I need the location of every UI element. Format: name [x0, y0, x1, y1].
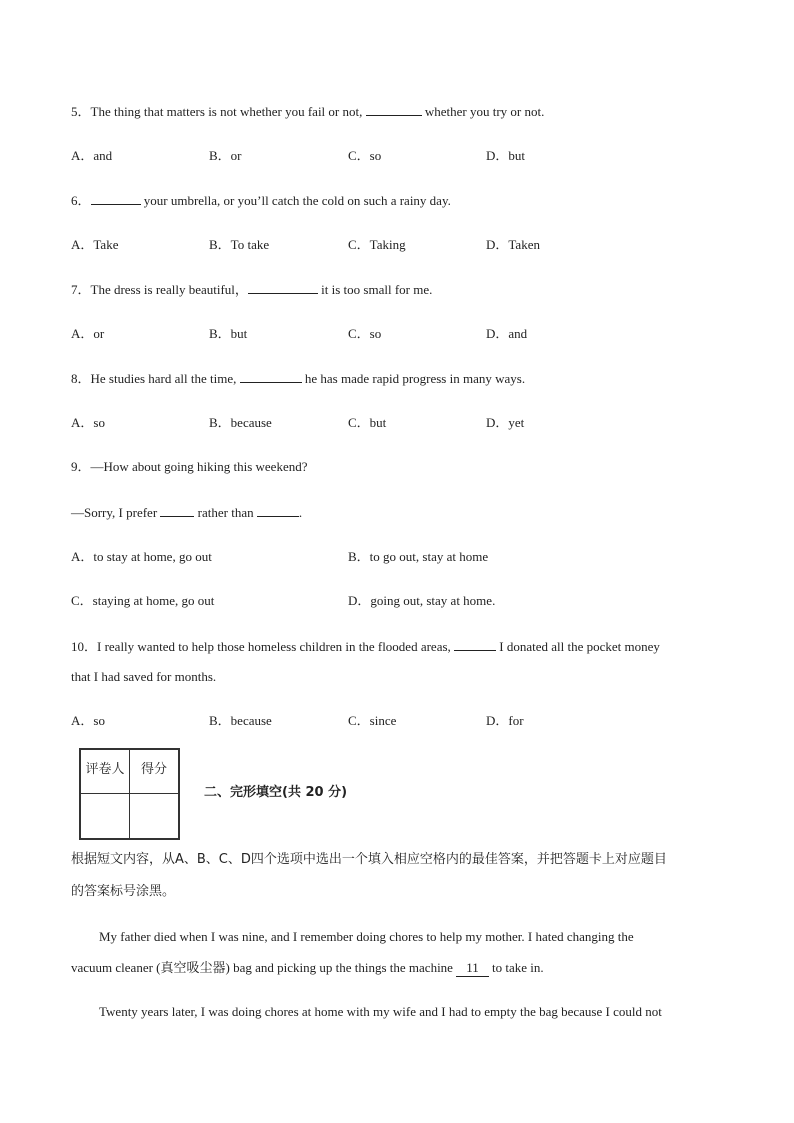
- q5-option-b: B．or: [209, 148, 242, 163]
- grader-header: 评卷人: [80, 749, 130, 793]
- q9-line2-mid: rather than: [194, 505, 257, 520]
- question-5-stem: [71, 103, 544, 120]
- q7-stem-pre: 7．The dress is really beautiful，: [71, 282, 248, 297]
- question-6-stem: [71, 192, 451, 209]
- q9-line2-post: .: [298, 505, 303, 520]
- blank-11: 11: [456, 960, 489, 977]
- q6-option-b: B．To take: [209, 237, 270, 252]
- score-cell[interactable]: [130, 793, 180, 839]
- passage-p2-line1: Twenty years later, I was doing chores at home with my wife and I had to empty the bag because I could not: [99, 1004, 662, 1019]
- question-10-line1: [71, 638, 660, 655]
- q10-option-b: B．because: [209, 713, 272, 728]
- q5-option-a: A．and: [71, 148, 113, 163]
- q7-option-b: B．but: [209, 326, 248, 341]
- q5-option-c: C．so: [348, 148, 382, 163]
- question-7-stem: [71, 281, 432, 298]
- q8-stem-post: he has made rapid progress in many ways.: [301, 371, 526, 386]
- q10-option-c: C．since: [348, 713, 397, 728]
- q5-stem-post: whether you try or not.: [421, 104, 545, 119]
- q7-option-a: A．or: [71, 326, 105, 341]
- q7-blank: [248, 281, 318, 294]
- passage-p1-line2-post: to take in.: [488, 960, 544, 975]
- q5-stem-pre: 5．The thing that matters is not whether you fail or not,: [71, 104, 366, 119]
- q7-option-c: C．so: [348, 326, 382, 341]
- q7-option-d: D．and: [486, 326, 528, 341]
- q9-line2-pre: —Sorry, I prefer: [71, 505, 161, 520]
- q9-blank-2: [257, 504, 299, 517]
- q9-option-c: C．staying at home, go out: [71, 593, 215, 608]
- grader-cell[interactable]: [80, 793, 130, 839]
- grading-table: [79, 748, 180, 840]
- q9-option-b: B．to go out, stay at home: [348, 549, 489, 564]
- q8-option-d: D．yet: [486, 415, 525, 430]
- q8-option-c: C．but: [348, 415, 387, 430]
- section-instruction-line1: 根据短文内容，从A、B、C、D四个选项中选出一个填入相应空格内的最佳答案，并把答题卡上对应题目: [71, 852, 667, 867]
- question-9-line1: 9．—How about going hiking this weekend?: [71, 459, 308, 474]
- q6-option-d: D．Taken: [486, 237, 540, 252]
- q9-option-d: D．going out, stay at home.: [348, 593, 496, 608]
- passage-p1-line2: [71, 960, 544, 977]
- passage-p1-line1: My father died when I was nine, and I remember doing chores to help my mother. I hated changing the: [99, 929, 634, 944]
- q7-stem-post: it is too small for me.: [317, 282, 433, 297]
- question-8-stem: [71, 370, 525, 387]
- q6-stem-post: your umbrella, or you’ll catch the cold on such a rainy day.: [140, 193, 451, 208]
- q10-line1-post: I donated all the pocket money: [496, 639, 660, 654]
- q6-option-c: C．Taking: [348, 237, 406, 252]
- q10-line1-pre: 10．I really wanted to help those homeless children in the flooded areas,: [71, 639, 455, 654]
- q8-option-a: A．so: [71, 415, 105, 430]
- q5-blank: [366, 103, 422, 116]
- q6-stem-pre: 6．: [71, 193, 91, 208]
- score-header: 得分: [130, 749, 180, 793]
- q8-option-b: B．because: [209, 415, 272, 430]
- q10-option-d: D．for: [486, 713, 524, 728]
- q8-blank: [240, 370, 302, 383]
- question-10-line2: that I had saved for months.: [71, 669, 217, 684]
- q6-blank: [91, 192, 141, 205]
- q10-option-a: A．so: [71, 713, 105, 728]
- question-9-line2: [71, 504, 302, 521]
- q10-blank: [454, 638, 496, 651]
- q6-option-a: A．Take: [71, 237, 119, 252]
- q9-blank-1: [160, 504, 194, 517]
- section-title: 二、完形填空(共 20 分): [204, 785, 348, 800]
- q5-option-d: D．but: [486, 148, 526, 163]
- section-instruction-line2: 的答案标号涂黑。: [71, 884, 176, 899]
- q8-stem-pre: 8．He studies hard all the time,: [71, 371, 240, 386]
- q9-option-a: A．to stay at home, go out: [71, 549, 212, 564]
- passage-p1-line2-pre: vacuum cleaner (真空吸尘器) bag and picking up the things the machine: [71, 960, 457, 975]
